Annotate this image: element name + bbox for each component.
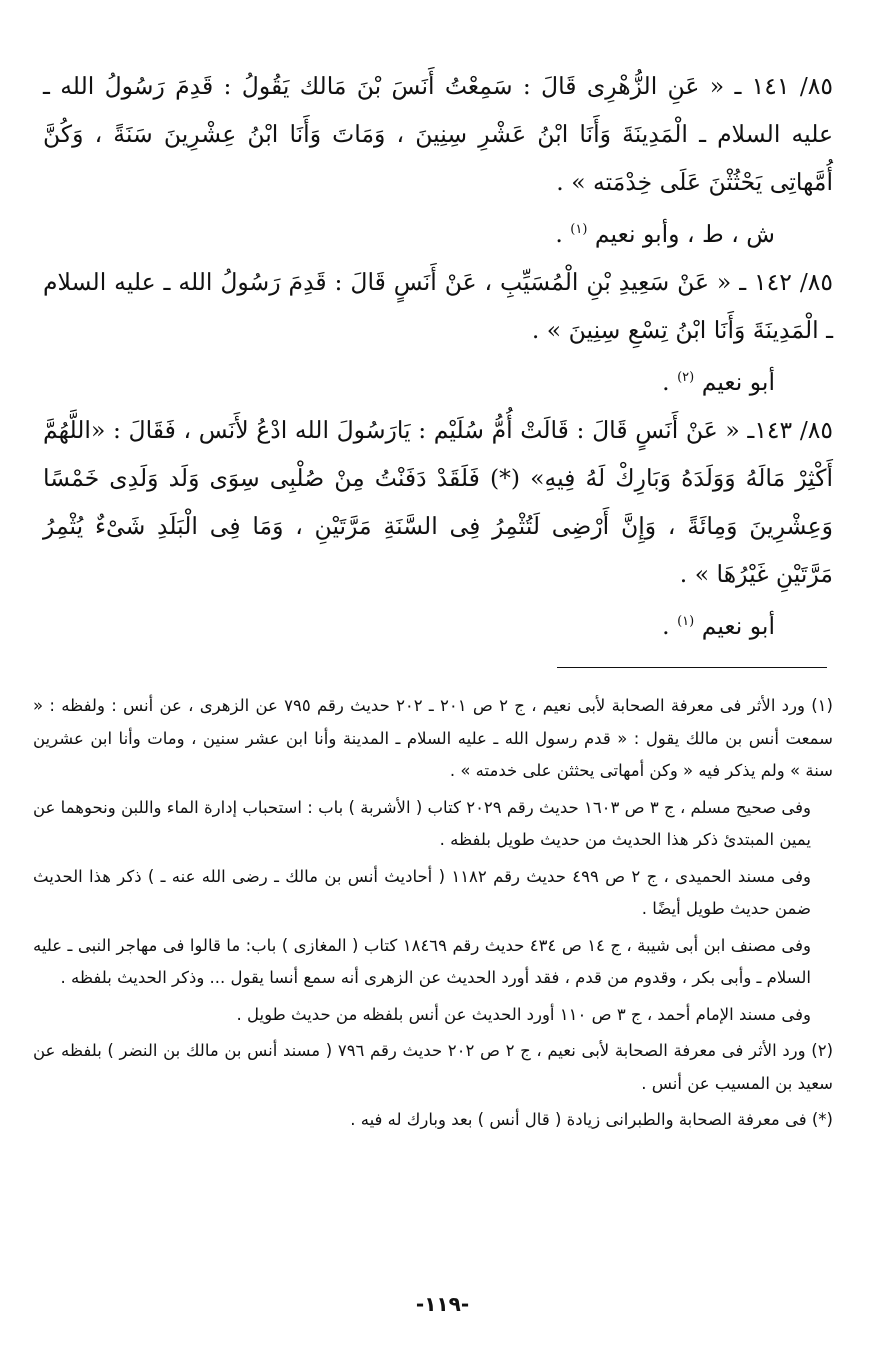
source-label: أبو نعيم [701,611,775,640]
hadith-text: ٨٥/ ١٤٣ـ « عَنْ أَنَسٍ قَالَ : قَالَتْ أُمُّ سُلَيْم : يَارَسُولَ الله ادْعُ لأَنَس ، فَقَالَ : «اللَّهُمَّ أَكْثِرْ مَالَهُ وَوَلَدَهُ وَبَارِكْ لَهُ فِيهِ» (*) فَلَقَدْ دَفَنْتُ مِنْ صُلْبِى سِوَى وَلَد وَلَدِى خَمْسًا وَعِشْرِينَ وَمِائَةً ، وَإِنَّ أَرْضِى لَتُثْمِرُ فِى السَّنَةِ مَرَّتَيْنِ ، وَمَا فِى الْبَلَدِ شَىْءٌ يُثْمِرُ مَرَّتَيْنِ غَيْرُهَا » . [43,415,833,588]
footnote: (١) ورد الأثر فى معرفة الصحابة لأبى نعيم ، ج ٢ ص ٢٠١ ـ ٢٠٢ حديث رقم ٧٩٥ عن الزهرى ، عن أنس : ولفظه : « سمعت أنس بن مالك يقول : « قدم رسول الله ـ عليه السلام ـ المدينة وأنا ابن عشر سنين ، ومات وأنا ابن عشرين سنة » ولم يذكر فيه « وكن أمهاتى يحثثن على خدمته » . [33,696,833,780]
hadith-source: ش ، ط ، وأبو نعيم $^{(١)}$ . [555,219,775,248]
footnote-ref[interactable]: (٢) [677,369,695,385]
footnote: (*) فى معرفة الصحابة والطبرانى زيادة ( قال أنس ) بعد وبارك له فيه . [350,1110,833,1129]
hadith-text: ٨٥/ ١٤٢ ـ « عَنْ سَعِيدِ بْنِ الْمُسَيِّبِ ، عَنْ أَنَسٍ قَالَ : قَدِمَ رَسُولُ الله ـ عليه السلام ـ الْمَدِينَةَ وَأَنَا ابْنُ تِسْعِ سِنِينَ » . [43,267,834,344]
footnote-ref[interactable]: (١) [677,613,695,629]
hadith-source: أبو نعيم $^{(١)}$ . [662,611,775,640]
footnote: وفى مصنف ابن أبى شيبة ، ج ١٤ ص ٤٣٤ حديث رقم ١٨٤٦٩ كتاب ( المغازى ) باب: ما قالوا فى مهاجر النبى ـ عليه السلام ـ وأبى بكر ، وقدوم من قدم ، فقد أورد الحديث عن الزهرى أنه سمع أنسا يقول ... وذكر الحديث بلفظه . [33,935,811,987]
footnote: وفى مسند الحميدى ، ج ٢ ص ٤٩٩ حديث رقم ١١٨٢ ( أحاديث أنس بن مالك ـ رضى الله عنه ـ ) ذكر هذا الحديث ضمن حديث طويل أيضًا . [33,866,811,918]
page-number: -١١٩- [415,1292,470,1316]
hadith-section [43,62,833,649]
source-label: أبو نعيم [701,367,775,396]
source-label: ش ، ط ، وأبو نعيم [594,219,775,248]
footnote-divider [557,667,827,668]
footnote-ref[interactable]: (١) [570,222,588,237]
hadith-text: ٨٥/ ١٤١ ـ « عَنِ الزُّهْرِى قَالَ : سَمِعْتُ أَنَسَ بْنَ مَالك يَقُولُ : قَدِمَ رَسُولُ الله ـ عليه السلام ـ الْمَدِينَةَ وَأَنَا ابْنُ عَشْرِ سِنِينَ ، وَمَاتَ وَأَنَا ابْنُ عِشْرِينَ سَنَةً ، وَكُنَّ أُمَّهاتِى يَحْثُثْنَ عَلَى خِدْمَته » . [43,72,834,196]
footnote: (٢) ورد الأثر فى معرفة الصحابة لأبى نعيم ، ج ٢ ص ٢٠٢ حديث رقم ٧٩٦ ( مسند أنس بن مالك بن النضر ) بلفظه عن سعيد بن المسيب عن أنس . [33,1041,833,1093]
footnotes-section [33,690,833,1141]
footnote: وفى صحيح مسلم ، ج ٣ ص ١٦٠٣ حديث رقم ٢٠٢٩ كتاب ( الأشربة ) باب : استحباب إدارة الماء واللبن ونحوهما عن يمين المبتدئ ذكر هذا الحديث من حديث طويل بلفظه . [33,797,811,849]
hadith-source: أبو نعيم $^{(٢)}$ . [662,367,775,396]
footnote: وفى مسند الإمام أحمد ، ج ٣ ص ١١٠ أورد الحديث عن أنس بلفظه من حديث طويل . [236,1004,811,1024]
